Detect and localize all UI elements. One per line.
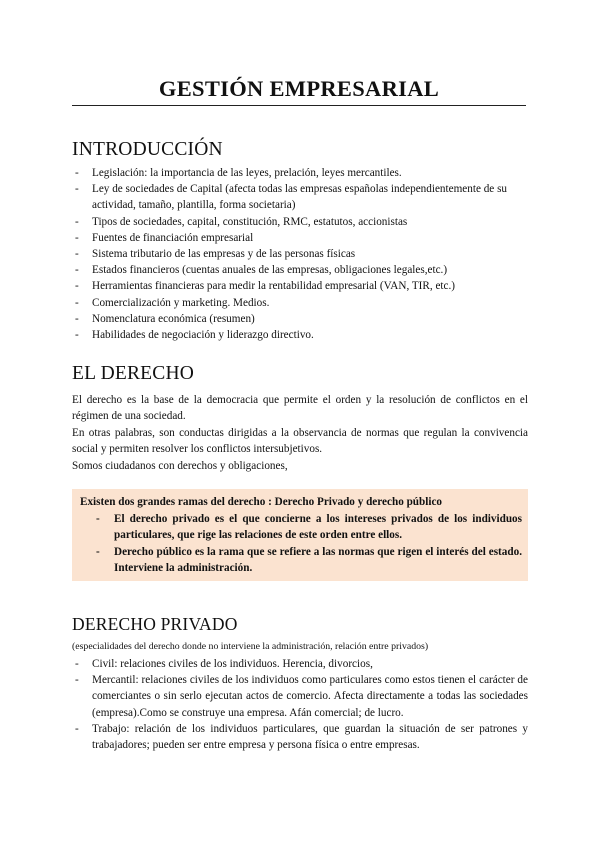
list-item-text: Fuentes de financiación empresarial <box>92 231 254 244</box>
list-item-text: Comercialización y marketing. Medios. <box>92 296 270 309</box>
list-item-text: Ley de sociedades de Capital (afecta todas las empresas españolas independientemente de su actividad, tamaño, plantilla, forma societaria) <box>92 183 508 212</box>
list-item <box>72 246 528 262</box>
dash-bullet: - <box>75 674 79 687</box>
list-item <box>72 165 528 181</box>
list-item <box>72 311 528 327</box>
highlight-heading: Existen dos grandes ramas del derecho : Derecho Privado y derecho público <box>80 496 443 508</box>
paragraph: El derecho es la base de la democracia que permite el orden y la resolución de conflictos en el régimen de una sociedad. <box>72 394 528 423</box>
list-item-text: Habilidades de negociación y liderazgo directivo. <box>92 329 314 342</box>
list-item <box>72 656 528 672</box>
dash-bullet: - <box>75 296 79 309</box>
dash-bullet: - <box>75 231 79 244</box>
list-item-text: Tipos de sociedades, capital, constitución, RMC, estatutos, accionistas <box>92 215 408 228</box>
list-item-text: Nomenclatura económica (resumen) <box>92 312 255 325</box>
list-item-text: Derecho público es la rama que se refiere a las normas que rigen el interés del estado. Interviene la administración. <box>114 545 522 575</box>
dash-bullet: - <box>75 329 79 342</box>
list-item <box>72 230 528 246</box>
list-item <box>72 295 528 311</box>
derecho-body <box>72 392 528 474</box>
dash-bullet: - <box>96 513 100 525</box>
intro-heading: INTRODUCCIÓN <box>72 139 223 160</box>
dash-bullet: - <box>75 280 79 293</box>
dash-bullet: - <box>75 722 79 735</box>
highlight-box <box>72 489 528 581</box>
title-underline <box>72 105 526 106</box>
list-item-text: Mercantil: relaciones civiles de los individuos como particulares como estos tienen el carácter de comerciantes o sin serlo ejecutan actos de comercio. Afecta directamente a todas las sociedades (empresa).Como se construye una empresa. Afán comercial; de lucro. <box>92 674 528 719</box>
intro-list <box>72 165 528 343</box>
dash-bullet: - <box>96 545 100 558</box>
list-item <box>78 544 522 577</box>
list-item <box>72 327 528 343</box>
list-item-text: Legislación: la importancia de las leyes, prelación, leyes mercantiles. <box>92 167 402 179</box>
paragraph: En otras palabras, son conductas dirigidas a la observancia de normas que regulan la convivencia social y permiten resolver los conflictos intersubjetivos. <box>72 426 528 456</box>
dash-bullet: - <box>75 183 79 196</box>
dash-bullet: - <box>75 167 79 179</box>
list-item <box>72 262 528 278</box>
list-item-text: Civil: relaciones civiles de los individuos. Herencia, divorcios, <box>92 658 373 670</box>
list-item-text: Herramientas financieras para medir la rentabilidad empresarial (VAN, TIR, etc.) <box>92 280 456 293</box>
dash-bullet: - <box>75 248 79 261</box>
dash-bullet: - <box>75 312 79 325</box>
list-item <box>72 721 528 753</box>
privado-heading: DERECHO PRIVADO <box>72 614 238 634</box>
dash-bullet: - <box>75 658 79 670</box>
derecho-heading: EL DERECHO <box>72 363 195 384</box>
list-item <box>72 181 528 213</box>
privado-note: (especialidades del derecho donde no interviene la administración, relación entre privados) <box>72 641 429 652</box>
list-item <box>72 214 528 230</box>
list-item-text: El derecho privado es el que concierne a los intereses privados de los individuos particulares, que rige las relaciones de este orden entre ellos. <box>114 513 522 542</box>
paragraph: Somos ciudadanos con derechos y obligaciones, <box>72 459 288 472</box>
list-item <box>72 672 528 721</box>
dash-bullet: - <box>75 215 79 228</box>
list-item-text: Sistema tributario de las empresas y de las personas físicas <box>92 248 356 261</box>
document-title: GESTIÓN EMPRESARIAL <box>158 76 440 101</box>
highlight-list <box>78 511 522 577</box>
list-item <box>72 278 528 294</box>
list-item <box>78 511 522 544</box>
list-item-text: Trabajo: relación de los individuos particulares, que guardan la situación de ser patrones y trabajadores; pueden ser entre empresa y persona física o entre empresas. <box>92 722 528 752</box>
dash-bullet: - <box>75 264 79 277</box>
privado-list <box>72 656 528 753</box>
list-item-text: Estados financieros (cuentas anuales de las empresas, obligaciones legales,etc.) <box>92 264 448 277</box>
